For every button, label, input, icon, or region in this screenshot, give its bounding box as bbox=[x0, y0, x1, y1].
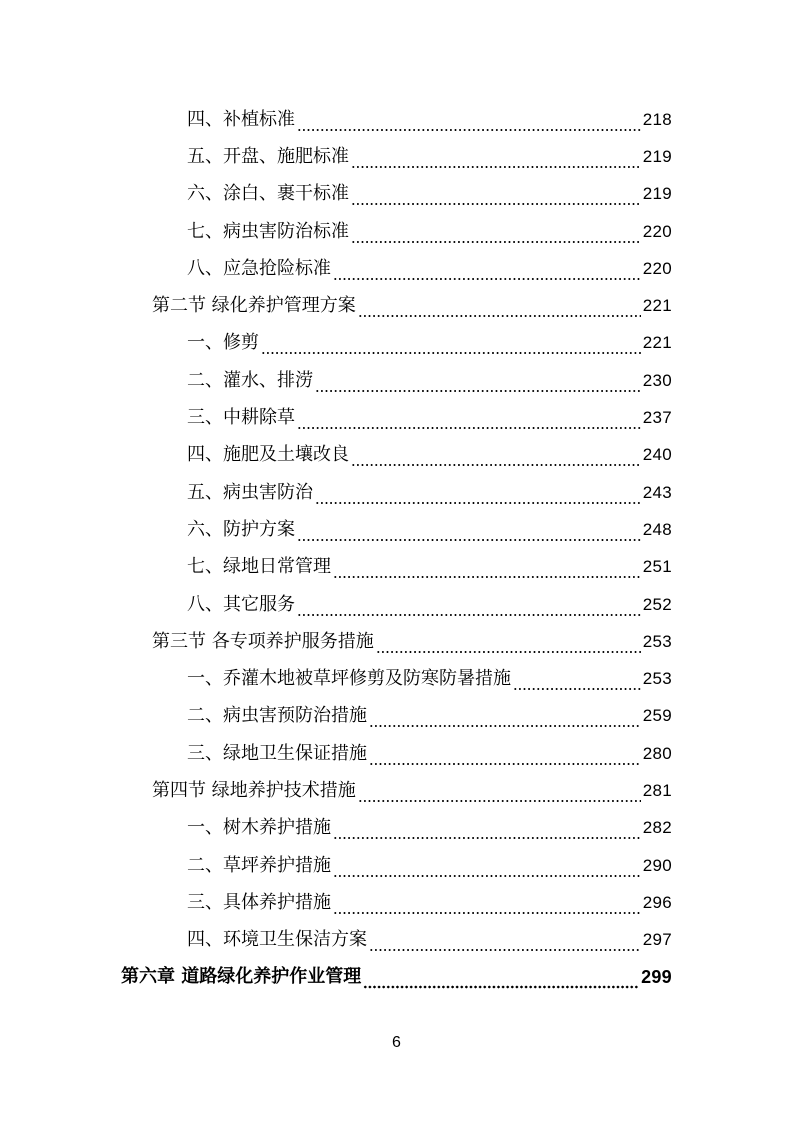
toc-entry-title: 四、补植标准 bbox=[187, 108, 295, 130]
toc-entry-page: 296 bbox=[642, 892, 672, 912]
toc-dot-leader bbox=[297, 597, 641, 617]
toc-entry-page: 281 bbox=[642, 780, 672, 800]
toc-entry-page: 297 bbox=[642, 930, 672, 950]
toc-entry-title: 六、涂白、裹干标准 bbox=[187, 183, 349, 205]
toc-item-entry[interactable] bbox=[0, 810, 793, 847]
toc-entry-page: 240 bbox=[642, 445, 672, 465]
toc-dot-leader bbox=[351, 447, 641, 467]
toc-item-entry[interactable] bbox=[0, 437, 793, 474]
toc-item-entry[interactable] bbox=[0, 586, 793, 623]
toc-item-entry[interactable] bbox=[0, 735, 793, 772]
toc-entry-title: 八、其它服务 bbox=[187, 593, 295, 615]
toc-entry-page: 282 bbox=[642, 818, 672, 838]
toc-item-entry[interactable] bbox=[0, 399, 793, 436]
toc-item-entry[interactable] bbox=[0, 474, 793, 511]
toc-section-entry[interactable] bbox=[0, 287, 793, 324]
toc-item-entry[interactable] bbox=[0, 549, 793, 586]
toc-entry-title: 三、绿地卫生保证措施 bbox=[187, 742, 367, 764]
toc-entry-title: 七、病虫害防治标准 bbox=[187, 220, 349, 242]
toc-entry-page: 221 bbox=[642, 333, 672, 353]
toc-entry-page: 220 bbox=[642, 258, 672, 278]
toc-chapter-entry[interactable] bbox=[0, 959, 793, 996]
toc-dot-leader bbox=[513, 671, 641, 691]
toc-entry-title: 三、具体养护措施 bbox=[187, 891, 331, 913]
toc-dot-leader bbox=[376, 634, 641, 654]
toc-dot-leader bbox=[358, 298, 641, 318]
toc-dot-leader bbox=[358, 783, 641, 803]
toc-entry-title: 第二节 绿化养护管理方案 bbox=[152, 295, 356, 317]
toc-dot-leader bbox=[369, 932, 641, 952]
toc-entry-page: 253 bbox=[642, 631, 672, 651]
toc-section-entry[interactable] bbox=[0, 623, 793, 660]
toc-entry-page: 299 bbox=[641, 967, 672, 988]
toc-entry-page: 218 bbox=[642, 109, 672, 129]
toc-dot-leader bbox=[351, 149, 641, 169]
toc-dot-leader bbox=[297, 522, 641, 542]
toc-item-entry[interactable] bbox=[0, 362, 793, 399]
table-of-contents bbox=[0, 101, 793, 996]
toc-entry-page: 251 bbox=[642, 557, 672, 577]
toc-entry-page: 221 bbox=[642, 296, 672, 316]
toc-item-entry[interactable] bbox=[0, 698, 793, 735]
toc-entry-title: 八、应急抢险标准 bbox=[187, 257, 331, 279]
toc-dot-leader bbox=[333, 559, 641, 579]
toc-entry-title: 第三节 各专项养护服务措施 bbox=[152, 630, 374, 652]
toc-entry-page: 259 bbox=[642, 706, 672, 726]
toc-item-entry[interactable] bbox=[0, 922, 793, 959]
toc-dot-leader bbox=[369, 746, 641, 766]
page-number: 6 bbox=[392, 1034, 401, 1051]
toc-entry-page: 220 bbox=[642, 221, 672, 241]
toc-item-entry[interactable] bbox=[0, 325, 793, 362]
toc-dot-leader bbox=[297, 112, 641, 132]
toc-dot-leader bbox=[333, 858, 641, 878]
toc-item-entry[interactable] bbox=[0, 847, 793, 884]
toc-item-entry[interactable] bbox=[0, 101, 793, 138]
toc-entry-title: 七、绿地日常管理 bbox=[187, 556, 331, 578]
toc-entry-title: 四、施肥及土壤改良 bbox=[187, 444, 349, 466]
toc-entry-page: 290 bbox=[642, 855, 672, 875]
toc-dot-leader bbox=[297, 410, 641, 430]
toc-entry-page: 243 bbox=[642, 482, 672, 502]
toc-dot-leader bbox=[315, 373, 641, 393]
toc-entry-page: 219 bbox=[642, 146, 672, 166]
toc-item-entry[interactable] bbox=[0, 250, 793, 287]
toc-entry-title: 五、病虫害防治 bbox=[187, 481, 313, 503]
toc-entry-page: 253 bbox=[642, 669, 672, 689]
toc-entry-title: 第六章 道路绿化养护作业管理 bbox=[121, 966, 362, 988]
toc-entry-title: 三、中耕除草 bbox=[187, 407, 295, 429]
toc-entry-page: 237 bbox=[642, 408, 672, 428]
toc-entry-title: 五、开盘、施肥标准 bbox=[187, 145, 349, 167]
toc-dot-leader bbox=[261, 335, 641, 355]
toc-dot-leader bbox=[333, 820, 641, 840]
toc-dot-leader bbox=[333, 895, 641, 915]
toc-entry-page: 230 bbox=[642, 370, 672, 390]
toc-entry-page: 248 bbox=[642, 519, 672, 539]
toc-entry-title: 第四节 绿地养护技术措施 bbox=[152, 779, 356, 801]
toc-entry-title: 六、防护方案 bbox=[187, 518, 295, 540]
toc-entry-page: 280 bbox=[642, 743, 672, 763]
toc-dot-leader bbox=[363, 969, 639, 989]
toc-entry-page: 219 bbox=[642, 184, 672, 204]
toc-entry-title: 四、环境卫生保洁方案 bbox=[187, 929, 367, 951]
toc-dot-leader bbox=[351, 186, 641, 206]
toc-dot-leader bbox=[369, 708, 641, 728]
toc-item-entry[interactable] bbox=[0, 660, 793, 697]
toc-entry-title: 一、乔灌木地被草坪修剪及防寒防暑措施 bbox=[187, 668, 511, 690]
toc-item-entry[interactable] bbox=[0, 511, 793, 548]
toc-dot-leader bbox=[315, 485, 641, 505]
toc-dot-leader bbox=[333, 261, 641, 281]
toc-section-entry[interactable] bbox=[0, 772, 793, 809]
toc-item-entry[interactable] bbox=[0, 213, 793, 250]
toc-dot-leader bbox=[351, 224, 641, 244]
toc-item-entry[interactable] bbox=[0, 176, 793, 213]
toc-entry-title: 一、修剪 bbox=[187, 332, 259, 354]
toc-entry-title: 二、灌水、排涝 bbox=[187, 369, 313, 391]
toc-item-entry[interactable] bbox=[0, 138, 793, 175]
toc-entry-page: 252 bbox=[642, 594, 672, 614]
toc-item-entry[interactable] bbox=[0, 884, 793, 921]
toc-entry-title: 二、草坪养护措施 bbox=[187, 854, 331, 876]
toc-entry-title: 一、树木养护措施 bbox=[187, 817, 331, 839]
toc-entry-title: 二、病虫害预防治措施 bbox=[187, 705, 367, 727]
